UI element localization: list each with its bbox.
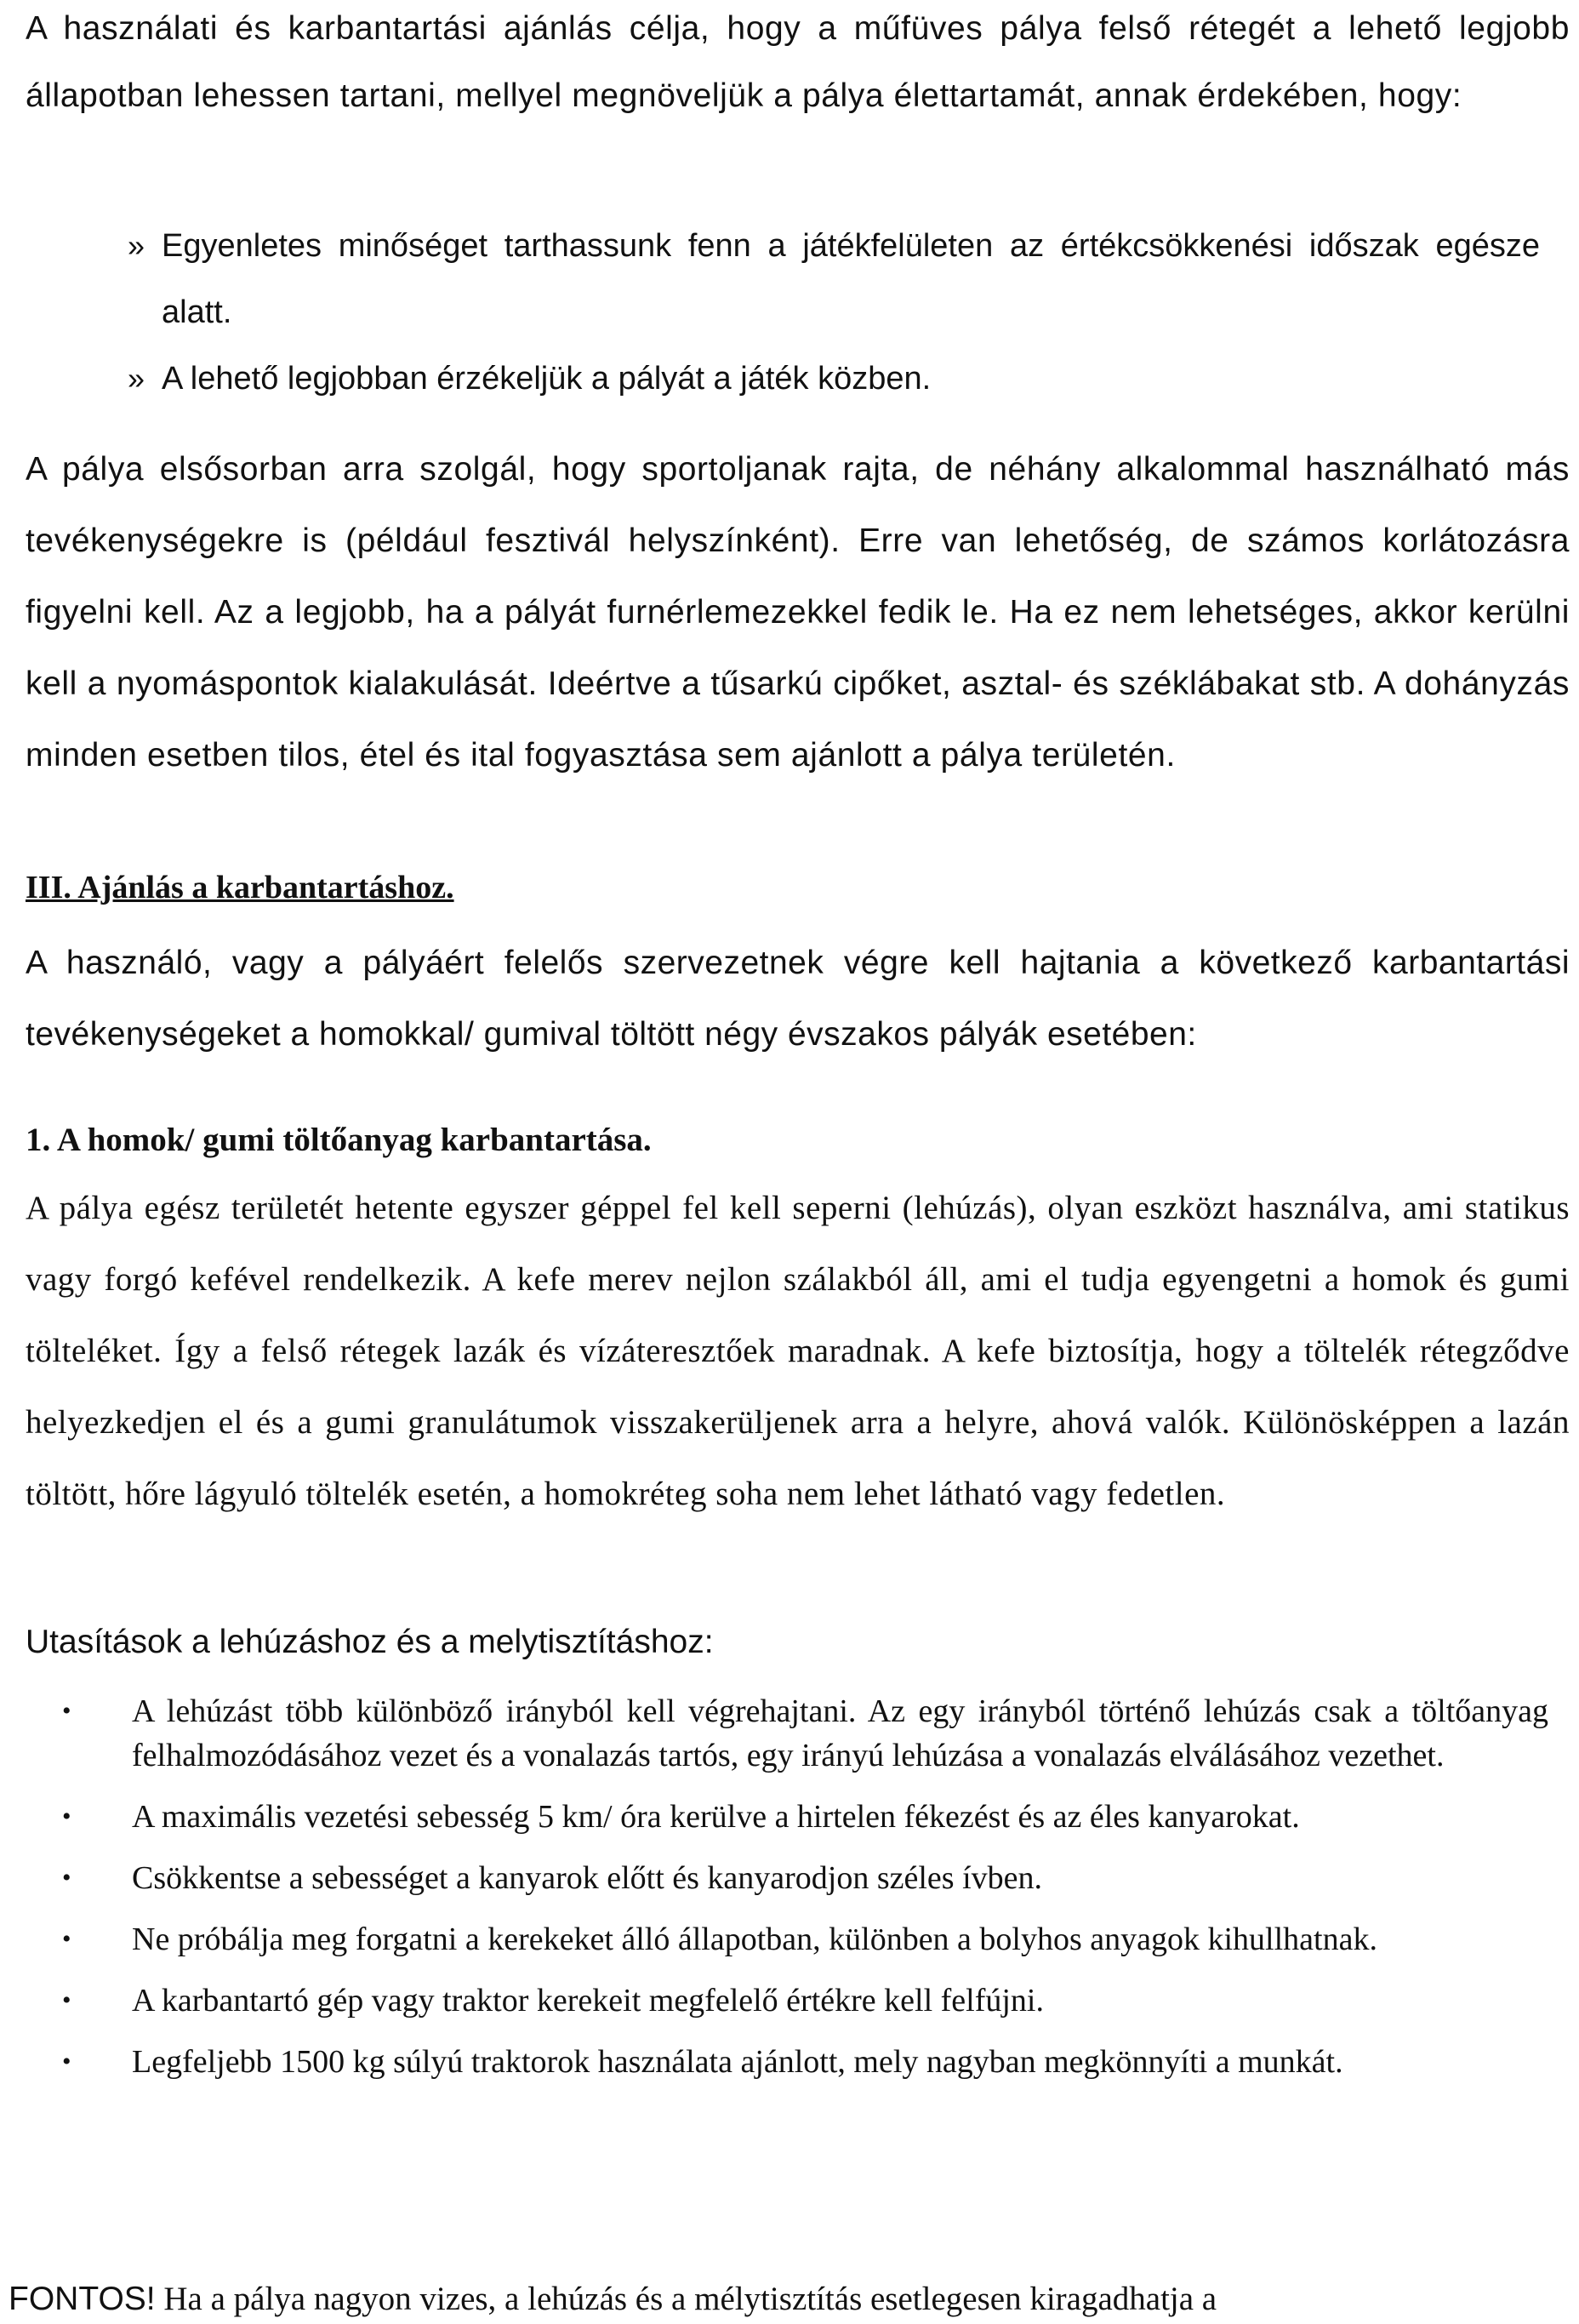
list-item — [62, 1979, 1548, 2023]
intro-list-item-text: Egyenletes minőséget tarthassunk fenn a játékfelületen az értékcsökkenési időszak egésze alatt. — [162, 228, 1540, 330]
chevron-bullet-icon: » — [128, 361, 145, 396]
intro-list-item-text: A lehető legjobban érzékeljük a pályát a játék közben. — [162, 361, 932, 397]
list-item-text: Ne próbálja meg forgatni a kerekeket álló állapotban, különben a bolyhos anyagok kihullhatnak. — [132, 1921, 1377, 1957]
list-item-text: A maximális vezetési sebesség 5 km/ óra kerülve a hirtelen fékezést és az éles kanyarokat. — [132, 1799, 1300, 1835]
important-text: Ha a pálya nagyon vizes, a lehúzás és a mélytisztítás esetlegesen kiragadhatja a — [163, 2281, 1217, 2317]
bullet-dot-icon: • — [62, 1925, 71, 1953]
subsection-heading: 1. A homok/ gumi töltőanyag karbantartása. — [26, 1122, 652, 1158]
bullet-dot-icon: • — [62, 1697, 71, 1725]
list-item-text: A karbantartó gép vagy traktor kerekeit megfelelő értékre kell felfújni. — [132, 1983, 1044, 2019]
section-paragraph: A használó, vagy a pályáért felelős szervezetnek végre kell hajtania a következő karbantartási tevékenységeket a homokkal/ gumival töltött négy évszakos pályák esetében: — [26, 945, 1570, 1053]
bullet-dot-icon: • — [62, 1802, 71, 1830]
list-item — [62, 1689, 1548, 1778]
intro-paragraph: A használati és karbantartási ajánlás célja, hogy a műfüves pálya felső rétegét a lehető legjobb állapotban lehessen tartani, mellyel megnöveljük a pálya élettartamát, annak érdekében, hogy: — [26, 10, 1570, 114]
usage-paragraph: A pálya elsősorban arra szolgál, hogy sportoljanak rajta, de néhány alkalommal használható más tevékenységekre is (például fesztivál helyszínként). Erre van lehetőség, de számos korlátozásra figyelni kell. Az a legjobb, ha a pályát furnérlemezekkel fedik le. Ha ez nem lehetséges, akkor kerülni kell a nyomáspontok kialakulását. Ideértve a tűsarkú cipőket, asztal- és széklábakat stb. A dohányzás minden esetben tilos, étel és ital fogyasztása sem ajánlott a pálya területén. — [26, 451, 1570, 774]
list-item — [62, 1795, 1548, 1839]
intro-list-item — [128, 213, 1540, 345]
list-item-text: Legfeljebb 1500 kg súlyú traktorok használata ajánlott, mely nagyban megkönnyíti a munkát. — [132, 2044, 1343, 2080]
intro-list — [128, 213, 1540, 412]
instructions-heading: Utasítások a lehúzáshoz és a melytisztításhoz: — [26, 1624, 714, 1660]
list-item — [62, 1917, 1548, 1961]
list-item — [62, 2040, 1548, 2084]
section-heading: III. Ajánlás a karbantartáshoz. — [26, 870, 454, 905]
subsection-paragraph: A pálya egész területét hetente egyszer géppel fel kell seperni (lehúzás), olyan eszközt használva, ami statikus vagy forgó kefével rendelkezik. A kefe merev nejlon szálakból áll, ami el tudja egyengetni a homok és gumi tölteléket. Így a felső rétegek lazák és vízáteresztőek maradnak. A kefe biztosítja, hogy a töltelék rétegződve helyezkedjen el és a gumi granulátumok visszakerüljenek arra a helyre, ahová valók. Különösképpen a lazán töltött, hőre lágyuló töltelék esetén, a homokréteg soha nem lehet látható vagy fedetlen. — [26, 1190, 1570, 1512]
bullet-dot-icon: • — [62, 1864, 71, 1892]
instructions-list — [62, 1689, 1548, 2101]
chevron-bullet-icon: » — [128, 228, 145, 263]
important-note — [9, 2274, 1574, 2324]
important-label: FONTOS! — [9, 2281, 156, 2317]
bullet-dot-icon: • — [62, 1986, 71, 2014]
list-item-text: A lehúzást több különböző irányból kell végrehajtani. Az egy irányból történő lehúzás csak a töltőanyag felhalmozódásához vezet és a vonalazás tartós, egy irányú lehúzása a vonalazás elválásához vezethet. — [132, 1693, 1548, 1773]
bullet-dot-icon: • — [62, 2047, 71, 2076]
list-item-text: Csökkentse a sebességet a kanyarok előtt és kanyarodjon széles ívben. — [132, 1860, 1043, 1896]
list-item — [62, 1856, 1548, 1900]
intro-list-item — [128, 345, 1540, 412]
